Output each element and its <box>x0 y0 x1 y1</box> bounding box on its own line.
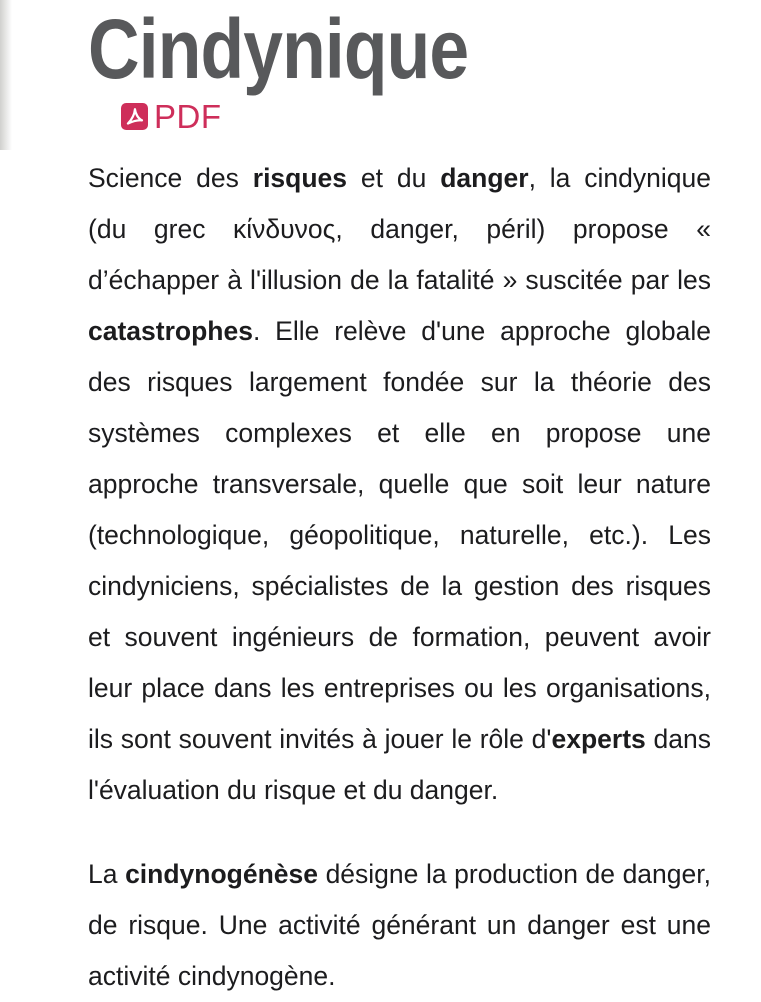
pdf-link-label: PDF <box>154 98 222 135</box>
article-paragraph: La cindynogénèse désigne la production de danger, de risque. Une activité générant un danger est une activité cindynogène. <box>88 859 711 991</box>
article-paragraph: Science des risques et du danger, la cindynique (du grec κίνδυνος, danger, péril) propose « d’échapper à l'illusion de la fatalité » suscitée par les catastrophes. Elle relève d'une approche globale des risques largement fondée sur la théorie des systèmes complexes et elle en propose une approche transversale, quelle que soit leur nature (technologique, géopolitique, naturelle, etc.). Les cindyniciens, spécialistes de la gestion des risques et souvent ingénieurs de formation, peuvent avoir leur place dans les entreprises ou les organisations, ils sont souvent invités à jouer le rôle d'experts dans l'évaluation du risque et du danger. <box>88 163 712 805</box>
article-body <box>88 153 711 1002</box>
pdf-link[interactable] <box>121 100 222 133</box>
pdf-icon <box>121 103 148 130</box>
page-title: Cindynique <box>88 2 469 96</box>
page-edge-shadow <box>0 0 12 150</box>
